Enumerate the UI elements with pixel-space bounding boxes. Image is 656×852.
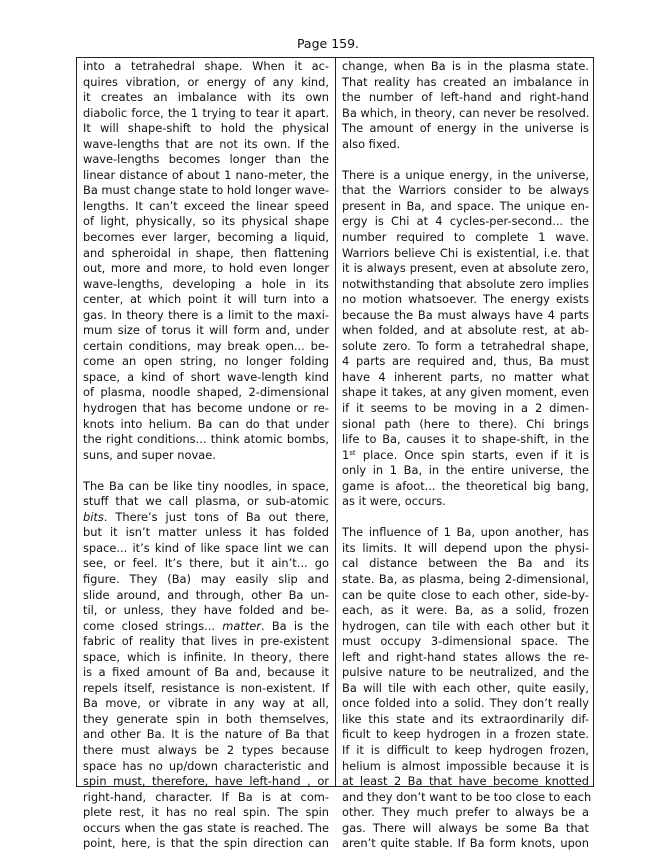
text-line: linear distance of about 1 nano-meter, the (83, 167, 329, 182)
text-line: certain conditions, may break open... be- (83, 338, 329, 353)
text-line: wave-lengths that are not its own. If the (83, 136, 329, 151)
text-line: diabolic force, the 1 trying to tear it apart. (83, 105, 329, 120)
text-line: only in 1 Ba, in the entire universe, the (342, 463, 589, 478)
text-line: space... it’s kind of like space lint we can (83, 540, 329, 555)
paragraph (342, 59, 589, 152)
italic-term: matter (222, 618, 261, 633)
text-frame (76, 57, 594, 851)
text-line: Ba which, in theory, can never be resolved. (342, 105, 590, 120)
text-line: must occupy 3-dimensional space. The (342, 634, 589, 649)
paragraph (342, 168, 589, 510)
text-line: The amount of energy in the universe is (342, 121, 589, 136)
right-column (336, 58, 595, 851)
text-line: aren’t quite stable. If Ba form knots, upon (342, 836, 589, 851)
text-line: game is afoot... the theoretical big bang, (342, 478, 589, 493)
text-line: also fixed. (342, 136, 401, 151)
text-line: 1st place. Once spin starts, even if it is (342, 447, 589, 462)
text-line: other. They much prefer to always be a (342, 805, 589, 820)
text-line: stuff that we call plasma, or sub-atomic (83, 494, 329, 509)
text-line: occurs when the gas state is reached. The (83, 820, 329, 835)
text-line: notwithstanding that absolute zero implies (342, 276, 589, 291)
text-line: There is a unique energy, in the universe, (342, 167, 589, 182)
text-line: number required to complete 1 wave. (342, 229, 589, 244)
text-line: helium is almost impossible because it is (342, 758, 589, 773)
text-line: state. Ba, as plasma, being 2-dimensional, (342, 571, 589, 586)
paragraph (83, 59, 329, 463)
text-line: Warriors believe Chi is existential, i.e. that (342, 245, 589, 260)
text-line: can be quite close to each other, side-by- (342, 587, 589, 602)
text-line: ficult to keep hydrogen in a frozen state. (342, 727, 589, 742)
text-line: space, which is infinite. In theory, there (83, 649, 329, 664)
text-line: shape it takes, at any given moment, even (342, 385, 589, 400)
text-line: wave-lengths, developing a hole in its (83, 276, 329, 291)
text-line: if it seems to be moving in a 2 dimen- (342, 400, 589, 415)
text-line: gas. There will always be some Ba that (342, 820, 589, 835)
text-line: Ba will tile with each other, quite easily, (342, 680, 589, 695)
text-line: mum size of torus it will form and, under (83, 323, 329, 338)
superscript: st (349, 448, 356, 457)
text-line: Ba must change state to hold longer wave- (83, 183, 330, 198)
paragraph (342, 525, 592, 851)
text-line: spin must, therefore, have left-hand , or (83, 774, 329, 789)
text-line: come an open string, no longer folding (83, 354, 329, 369)
text-line: that the Warriors consider to be always (342, 183, 589, 198)
text-line: becomes ever larger, becoming a liquid, (83, 230, 329, 245)
text-line: 4 parts are required and, thus, Ba must (342, 354, 589, 369)
text-line: into a tetrahedral shape. When it ac- (83, 59, 329, 73)
text-line: right-hand, character. If Ba is at com- (83, 789, 329, 804)
text-line: figure. They (Ba) may easily slip and (83, 572, 329, 586)
text-line: the number of left-hand and right-hand (342, 90, 589, 105)
text-line: slide around, and through, other Ba un- (83, 587, 329, 602)
text-line: suns, and super novae. (83, 447, 216, 462)
text-line: plete rest, it has no real spin. The spin (83, 805, 329, 820)
text-line: of light, physically, so its physical shape (83, 214, 329, 229)
text-line: they generate spin in both themselves, (83, 711, 329, 726)
text-line: left and right-hand states allows the re- (342, 649, 589, 664)
text-line: at least 2 Ba that have become knotted (342, 774, 589, 789)
text-line: as it were, occurs. (342, 494, 446, 509)
text-line: cal distance between the Ba and its (342, 556, 589, 571)
text-line: bits. There’s just tons of Ba out there, (83, 509, 329, 524)
text-line: is a fixed amount of Ba and, because it (83, 665, 329, 680)
text-line: life to Ba, causes it to shape-shift, in the (342, 432, 589, 447)
text-line: solute zero. To form a tetrahedral shape, (342, 338, 589, 353)
text-line: and they don’t want to be too close to each (342, 789, 592, 804)
text-line: and other Ba. It is the nature of Ba that (83, 727, 329, 742)
text-line: it creates an imbalance with its own (83, 90, 329, 105)
text-line: but it isn’t matter unless it has folded (83, 525, 329, 540)
text-line: because the Ba must always have 4 parts (342, 307, 589, 322)
text-line: point, here, is that the spin direction can (83, 836, 329, 851)
text-line: see, or feel. It’s there, but it ain’t... go (83, 556, 329, 571)
text-line: space, a kind of short wave-length kind (83, 369, 329, 384)
paragraph (83, 479, 329, 852)
text-line: present in Ba, and space. The unique en- (342, 198, 589, 213)
text-line: hydrogen that has become undone or re- (83, 401, 329, 416)
text-line: ergy is Chi at 4 cycles-per-second... the (342, 214, 589, 229)
text-line: like this state and its extraordinarily dif- (342, 711, 589, 726)
text-line: no motion whatsoever. The energy exists (342, 292, 589, 307)
text-line: and spheroidal in shape, then flattening (83, 245, 329, 260)
text-line: there must always be 2 types because (83, 743, 329, 758)
text-line: center, at which point it will turn into a (83, 292, 329, 307)
text-line: Ba move, or vibrate in any way at all, (83, 696, 329, 711)
text-line: The Ba can be like tiny noodles, in space, (83, 478, 329, 493)
text-line: gas. In theory there is a limit to the maxi- (83, 307, 329, 322)
text-line: have 4 inherent parts, no matter what (342, 369, 589, 384)
italic-term: bits (83, 509, 104, 524)
left-column (77, 58, 336, 851)
text-line: space has no up/down characteristic and (83, 758, 329, 773)
text-line: when folded, and at absolute rest, at ab- (342, 323, 589, 338)
text-line: If it is difficult to keep hydrogen frozen, (342, 742, 589, 757)
text-line: That reality has created an imbalance in (342, 74, 589, 89)
text-line: the right conditions... think atomic bombs, (83, 432, 329, 447)
text-line: quires vibration, or energy of any kind, (83, 74, 329, 89)
text-line: It will shape-shift to hold the physical (83, 121, 329, 136)
text-line: once folded into a solid. They don’t really (342, 696, 589, 711)
text-line: of plasma, noodle shaped, 2-dimensional (83, 385, 329, 400)
text-line: knots into helium. Ba can do that under (83, 416, 329, 431)
text-line: wave-lengths becomes longer than the (83, 152, 329, 167)
text-line: come closed strings... matter. Ba is the (83, 618, 329, 633)
text-line: The influence of 1 Ba, upon another, has (342, 525, 589, 540)
text-line: hydrogen, can tile with each other but it (342, 618, 589, 633)
text-line: lengths. It can’t exceed the linear speed (83, 198, 329, 213)
text-line: it is always present, even at absolute zero, (342, 261, 589, 276)
text-line: sional path (here to there). Chi brings (342, 416, 589, 431)
text-line: each, as it were. Ba, as a solid, frozen (342, 603, 589, 618)
text-line: til, or unless, they have folded and be- (83, 603, 329, 618)
text-line: out, more and more, to hold even longer (83, 261, 329, 276)
text-line: pulsive nature to be neutralized, and the (342, 665, 589, 680)
text-line: repels itself, resistance is non-existent. If (83, 680, 329, 695)
text-line: fabric of reality that lives in pre-existent (83, 634, 329, 649)
text-line: change, when Ba is in the plasma state. (342, 59, 589, 73)
page-number-header: Page 159. (296, 36, 360, 51)
text-line: its limits. It will depend upon the physi- (342, 540, 589, 555)
